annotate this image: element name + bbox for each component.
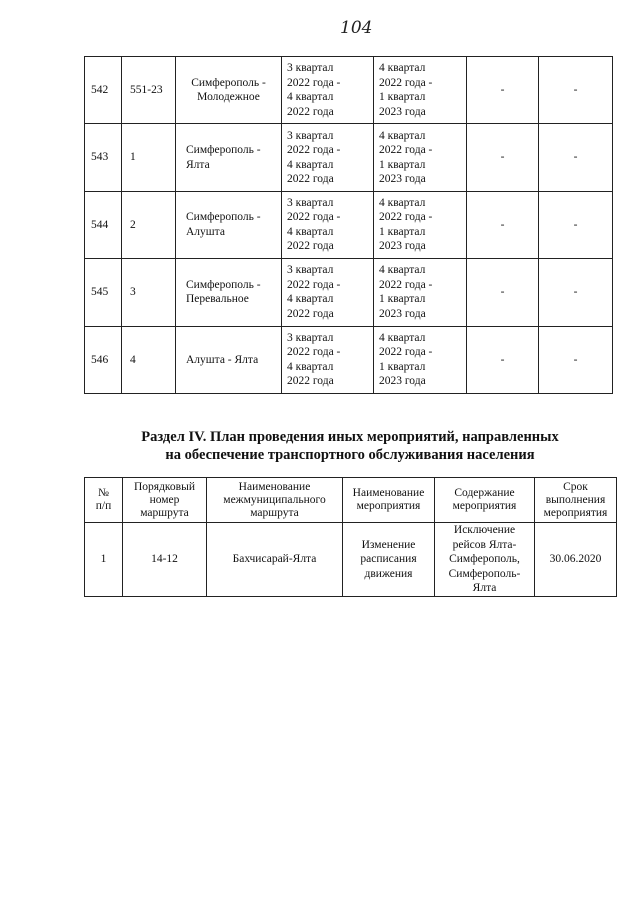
dash-cell: - (539, 326, 613, 393)
period-to-line: 2022 года - (379, 76, 433, 89)
route-name-line: Алушта (186, 225, 225, 238)
route-name-cell (176, 259, 282, 326)
section-title (84, 428, 616, 464)
header-line: межмуниципального (223, 493, 326, 506)
table-row (85, 191, 613, 258)
section-title-line2: на обеспечение транспортного обслуживания населения (165, 447, 535, 463)
period-from-line: 2022 года - (287, 278, 341, 291)
period-from-line: 3 квартал (287, 62, 334, 75)
period-from-line: 4 квартал (287, 91, 334, 104)
route-number-cell: 544 (85, 191, 122, 258)
event-name-line: расписания (360, 553, 417, 566)
event-route-name-cell: Бахчисарай-Ялта (207, 523, 343, 597)
period-to-line: 1 квартал (379, 158, 426, 171)
period-to-cell (374, 191, 467, 258)
header-line: Срок (563, 480, 588, 493)
period-from-line: 2022 года - (287, 76, 341, 89)
header-line: мероприятия (356, 500, 421, 512)
event-num-cell: 1 (85, 523, 123, 597)
period-from-line: 3 квартал (287, 264, 334, 277)
period-to-cell (374, 326, 467, 393)
period-from-line: 2022 года (287, 105, 334, 118)
event-content-line: рейсов Ялта- (452, 538, 517, 551)
header-line: Содержание (454, 487, 515, 499)
dash-cell: - (467, 259, 539, 326)
route-name-line: Ялта (186, 158, 210, 171)
event-content-line: Ялта (472, 582, 497, 595)
route-name-line: Перевальное (186, 293, 249, 306)
period-from-cell (282, 191, 374, 258)
period-from-line: 3 квартал (287, 196, 334, 209)
route-name-line: Симферополь - (186, 144, 261, 157)
period-to-line: 4 квартал (379, 62, 426, 75)
period-to-line: 1 квартал (379, 225, 426, 238)
header-line: мероприятия (452, 500, 517, 512)
header-num (85, 478, 123, 523)
period-from-line: 4 квартал (287, 293, 334, 306)
period-from-line: 2022 года - (287, 144, 341, 157)
period-from-line: 2022 года - (287, 211, 341, 224)
event-name-cell (343, 523, 435, 597)
period-to-line: 2023 года (379, 105, 426, 118)
route-name-line: Симферополь - (186, 211, 261, 224)
period-from-line: 2022 года (287, 307, 334, 320)
period-from-line: 2022 года (287, 375, 334, 388)
event-deadline-cell: 30.06.2020 (535, 523, 617, 597)
dash-cell: - (539, 57, 613, 124)
period-to-line: 4 квартал (379, 264, 426, 277)
period-to-line: 2022 года - (379, 144, 433, 157)
header-deadline (535, 478, 617, 523)
table-row (85, 523, 617, 597)
header-line: Наименование (352, 487, 425, 499)
period-to-line: 4 квартал (379, 196, 426, 209)
route-reg-number-cell: 1 (122, 124, 176, 191)
event-content-line: Симферополь, (449, 553, 520, 566)
route-reg-number-cell: 4 (122, 326, 176, 393)
period-from-cell (282, 57, 374, 124)
event-content-line: Симферополь- (448, 567, 521, 580)
route-name-cell: Алушта - Ялта (176, 326, 282, 393)
period-from-cell (282, 124, 374, 191)
event-name-line: движения (364, 567, 413, 580)
header-line: маршрута (250, 506, 299, 519)
header-line: Порядковый (133, 480, 195, 493)
period-to-cell (374, 57, 467, 124)
period-to-line: 4 квартал (379, 331, 426, 344)
period-to-line: 4 квартал (379, 129, 426, 142)
route-name-line: Симферополь - (191, 76, 266, 89)
dash-cell: - (539, 124, 613, 191)
period-to-line: 1 квартал (379, 91, 426, 104)
period-to-line: 2022 года - (379, 346, 433, 359)
period-to-line: 2023 года (379, 375, 426, 388)
period-from-line: 2022 года (287, 173, 334, 186)
period-from-line: 2022 года - (287, 346, 341, 359)
table-row (85, 57, 613, 124)
header-line: Наименование (238, 480, 311, 493)
page-number: 104 (340, 18, 373, 38)
period-from-cell (282, 259, 374, 326)
period-from-line: 4 квартал (287, 225, 334, 238)
dash-cell: - (539, 191, 613, 258)
period-from-cell (282, 326, 374, 393)
route-name-cell (176, 57, 282, 124)
events-table-body (85, 523, 617, 597)
events-table (84, 477, 617, 597)
routes-table-body (85, 57, 613, 394)
event-content-line: Исключение (453, 524, 516, 537)
header-name (207, 478, 343, 523)
table-row (85, 124, 613, 191)
route-name-cell (176, 191, 282, 258)
route-number-cell: 546 (85, 326, 122, 393)
period-to-line: 2023 года (379, 240, 426, 253)
table-row (85, 326, 613, 393)
route-name-line: Симферополь - (186, 278, 261, 291)
route-reg-number-cell: 3 (122, 259, 176, 326)
period-to-line: 2022 года - (379, 278, 433, 291)
header-line: номер (149, 493, 180, 506)
period-from-line: 3 квартал (287, 331, 334, 344)
period-from-line: 4 квартал (287, 360, 334, 373)
header-line: мероприятия (543, 506, 608, 519)
dash-cell: - (467, 124, 539, 191)
event-name-line: Изменение (361, 538, 416, 551)
header-line: выполнения (545, 493, 606, 506)
events-header-row (85, 478, 617, 523)
period-to-line: 1 квартал (379, 360, 426, 373)
period-from-line: 3 квартал (287, 129, 334, 142)
header-content (435, 478, 535, 523)
dash-cell: - (467, 326, 539, 393)
header-seq (123, 478, 207, 523)
route-name-line: Молодежное (197, 91, 260, 104)
route-number-cell: 545 (85, 259, 122, 326)
event-seq-cell: 14-12 (123, 523, 207, 597)
period-to-cell (374, 124, 467, 191)
route-name-cell (176, 124, 282, 191)
dash-cell: - (539, 259, 613, 326)
header-line: п/п (95, 500, 112, 512)
table-row (85, 259, 613, 326)
header-line: № (98, 487, 109, 499)
period-to-line: 2022 года - (379, 211, 433, 224)
route-number-cell: 542 (85, 57, 122, 124)
route-number-cell: 543 (85, 124, 122, 191)
header-line: маршрута (140, 506, 189, 519)
event-content-cell (435, 523, 535, 597)
dash-cell: - (467, 191, 539, 258)
routes-table (84, 56, 613, 394)
period-to-line: 1 квартал (379, 293, 426, 306)
header-event (343, 478, 435, 523)
route-reg-number-cell: 2 (122, 191, 176, 258)
period-from-line: 4 квартал (287, 158, 334, 171)
period-to-cell (374, 259, 467, 326)
period-to-line: 2023 года (379, 173, 426, 186)
dash-cell: - (467, 57, 539, 124)
section-title-line1: Раздел IV. План проведения иных мероприятий, направленных (141, 429, 559, 445)
period-to-line: 2023 года (379, 307, 426, 320)
period-from-line: 2022 года (287, 240, 334, 253)
route-reg-number-cell: 551-23 (122, 57, 176, 124)
